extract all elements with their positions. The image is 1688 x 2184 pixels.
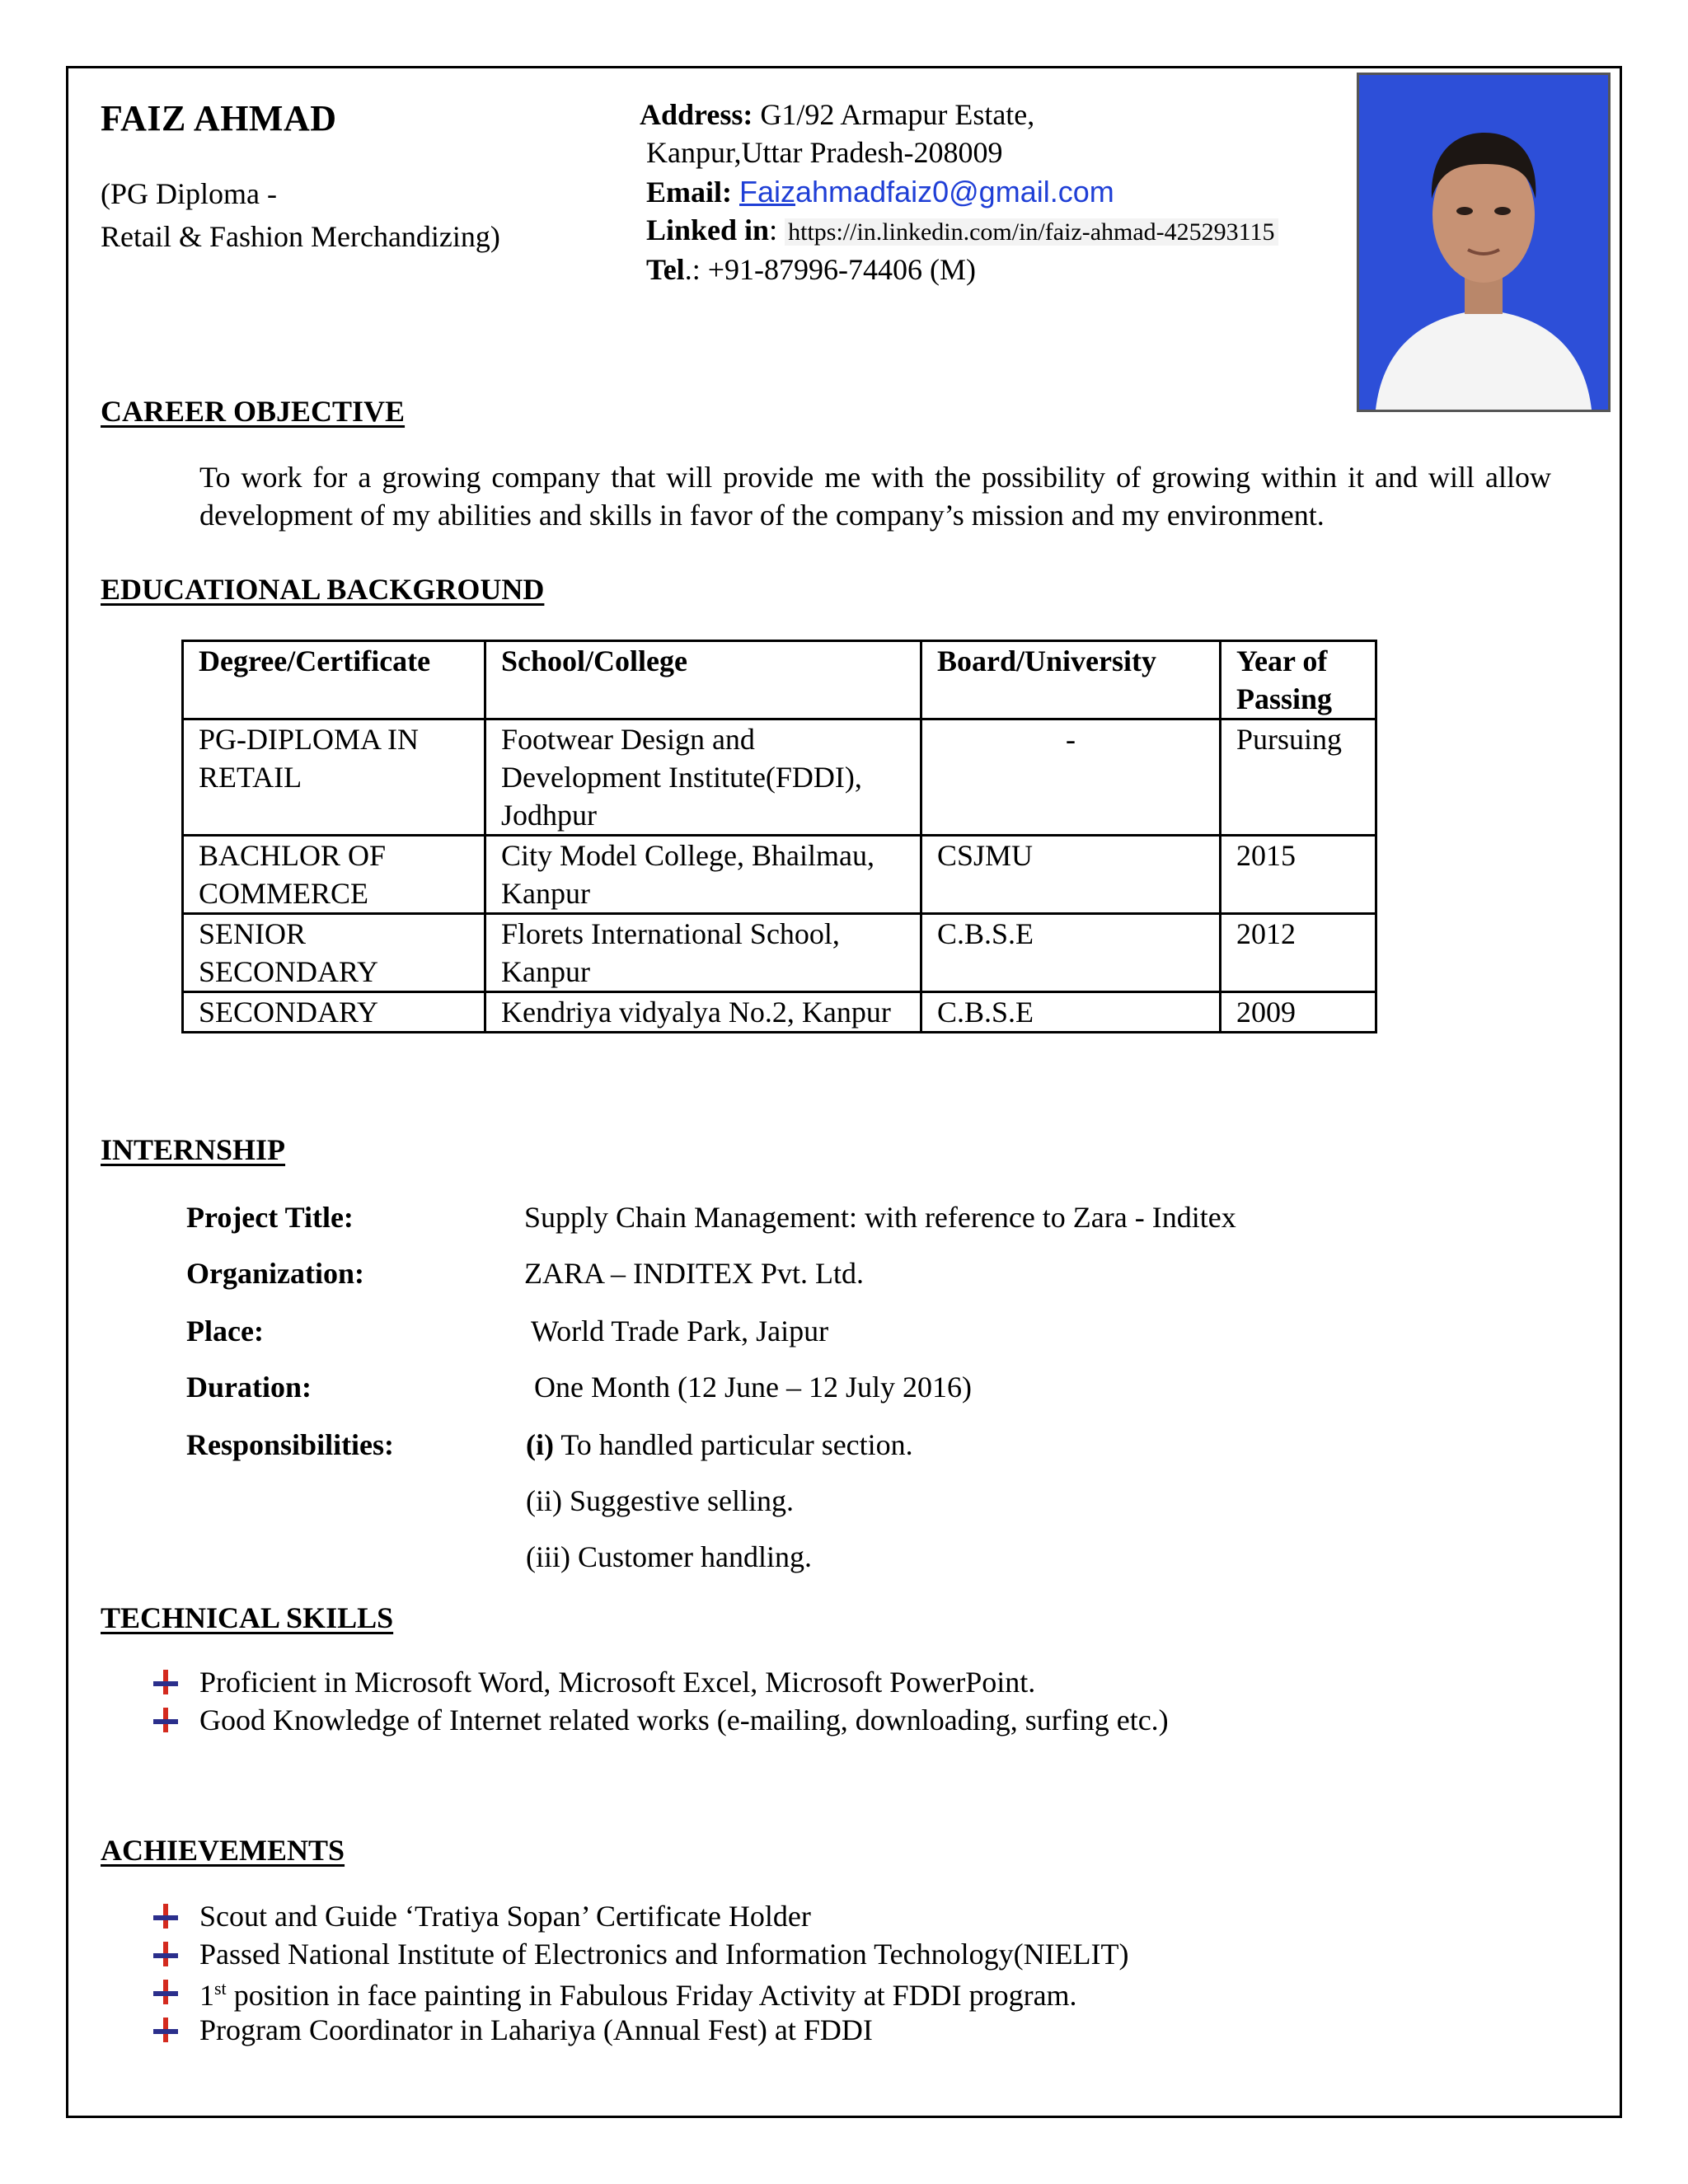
table-row	[183, 719, 1376, 836]
career-objective-heading: CAREER OBJECTIVE	[101, 395, 406, 428]
tel-label: Tel	[646, 253, 685, 286]
cell-school: Footwear Design and Development Institute(FDDI), Jodhpur	[485, 719, 921, 836]
achievement-superscript: st	[214, 1978, 227, 1999]
place-value: World Trade Park, Jaipur	[531, 1315, 829, 1347]
cell-year: 2009	[1221, 992, 1376, 1033]
cell-year: 2012	[1221, 914, 1376, 992]
email-line	[646, 175, 1114, 209]
table-row	[183, 914, 1376, 992]
education-table	[181, 640, 1377, 1033]
cell-school: Kendriya vidyalya No.2, Kanpur	[485, 992, 921, 1033]
list-item	[153, 1935, 1129, 1973]
skill-text: Proficient in Microsoft Word, Microsoft Excel, Microsoft PowerPoint.	[199, 1666, 1036, 1699]
cell-school: Florets International School, Kanpur	[485, 914, 921, 992]
candidate-name: FAIZ AHMAD	[101, 98, 337, 138]
achievements-heading: ACHIEVEMENTS	[101, 1834, 345, 1867]
technical-skills-list	[153, 1663, 1169, 1739]
achievement-text: Scout and Guide ‘Tratiya Sopan’ Certificate Holder	[199, 1900, 811, 1933]
achievements-list	[153, 1897, 1129, 2049]
column-header-school: School/College	[485, 641, 921, 719]
responsibilities-label: Responsibilities:	[186, 1428, 395, 1461]
responsibility-item	[526, 1427, 913, 1462]
cell-board: C.B.S.E	[921, 992, 1221, 1033]
subtitle-line-1: (PG Diploma -	[101, 177, 277, 210]
cell-degree: BACHLOR OF COMMERCE	[183, 836, 485, 914]
cell-board: CSJMU	[921, 836, 1221, 914]
tel-value: .: +91-87996-74406 (M)	[684, 253, 976, 286]
project-title-value: Supply Chain Management: with reference to Zara - Inditex	[524, 1201, 1236, 1234]
cell-school: City Model College, Bhailmau, Kanpur	[485, 836, 921, 914]
responsibility-text: To handled particular section.	[553, 1428, 913, 1461]
table-row	[183, 836, 1376, 914]
email-link[interactable]	[739, 175, 1114, 209]
responsibility-text: Customer handling.	[570, 1540, 812, 1573]
duration-value: One Month (12 June – 12 July 2016)	[534, 1371, 972, 1404]
linkedin-colon: :	[769, 213, 785, 246]
cross-bullet-icon	[153, 1980, 178, 2004]
duration-label: Duration:	[186, 1371, 312, 1404]
technical-skills-heading: TECHNICAL SKILLS	[101, 1601, 394, 1634]
responsibility-item	[526, 1540, 812, 1574]
list-item	[153, 1701, 1169, 1739]
cross-bullet-icon	[153, 1670, 178, 1694]
subtitle-line-2: Retail & Fashion Merchandizing)	[101, 220, 500, 253]
address-line-2: Kanpur,Uttar Pradesh-208009	[646, 136, 1003, 169]
achievement-rest: position in face painting in Fabulous Friday Activity at FDDI program.	[226, 1979, 1077, 2012]
cell-board: C.B.S.E	[921, 914, 1221, 992]
email-link-underlined: Faiz	[739, 175, 796, 209]
address-label: Address:	[640, 98, 753, 131]
cell-degree: SECONDARY	[183, 992, 485, 1033]
table-row	[183, 992, 1376, 1033]
column-header-year: Year of Passing	[1221, 641, 1376, 719]
cross-bullet-icon	[153, 1942, 178, 1966]
cell-year: 2015	[1221, 836, 1376, 914]
tel-line	[646, 252, 976, 287]
cross-bullet-icon	[153, 2018, 178, 2042]
project-title-label: Project Title:	[186, 1201, 354, 1234]
skill-text: Good Knowledge of Internet related works (e-mailing, downloading, surfing etc.)	[199, 1704, 1169, 1736]
linkedin-label: Linked in	[646, 213, 770, 246]
list-item	[153, 1897, 1129, 1935]
organization-label: Organization:	[186, 1257, 364, 1290]
responsibility-number: (i)	[526, 1428, 554, 1461]
address-value-1: G1/92 Armapur Estate,	[753, 98, 1035, 131]
address-line-1	[640, 97, 1034, 132]
education-table-header	[183, 641, 1376, 719]
profile-photo-illustration	[1359, 75, 1608, 410]
cross-bullet-icon	[153, 1904, 178, 1929]
achievement-text: Passed National Institute of Electronics and Information Technology(NIELIT)	[199, 1938, 1129, 1971]
cell-degree: PG-DIPLOMA IN RETAIL	[183, 719, 485, 836]
career-objective-text: To work for a growing company that will provide me with the possibility of growing within it and will allow development of my abilities and skills in favor of the company’s mission and my environment.	[199, 461, 1551, 532]
linkedin-url[interactable]: https://in.linkedin.com/in/faiz-ahmad-425293115	[785, 218, 1278, 246]
profile-photo	[1357, 73, 1611, 412]
responsibility-item	[526, 1483, 794, 1518]
email-link-rest: ahmadfaiz0@gmail.com	[795, 175, 1114, 209]
education-heading: EDUCATIONAL BACKGROUND	[101, 573, 545, 606]
linkedin-line	[646, 213, 1278, 247]
column-header-degree: Degree/Certificate	[183, 641, 485, 719]
list-item	[153, 2011, 1129, 2049]
achievement-text	[199, 1970, 1077, 2014]
responsibility-number: (iii)	[526, 1540, 570, 1573]
responsibility-text: Suggestive selling.	[561, 1484, 794, 1517]
achievement-number: 1	[199, 1979, 214, 2012]
place-label: Place:	[186, 1315, 264, 1347]
responsibility-number: (ii)	[526, 1484, 562, 1517]
list-item	[153, 1973, 1129, 2011]
list-item	[153, 1663, 1169, 1701]
organization-value: ZARA – INDITEX Pvt. Ltd.	[524, 1257, 864, 1290]
cross-bullet-icon	[153, 1708, 178, 1732]
cell-degree: SENIOR SECONDARY	[183, 914, 485, 992]
cell-board: -	[921, 719, 1221, 836]
column-header-board: Board/University	[921, 641, 1221, 719]
achievement-text: Program Coordinator in Lahariya (Annual Fest) at FDDI	[199, 2013, 873, 2046]
email-label: Email:	[646, 176, 732, 209]
cell-year: Pursuing	[1221, 719, 1376, 836]
internship-heading: INTERNSHIP	[101, 1133, 286, 1166]
